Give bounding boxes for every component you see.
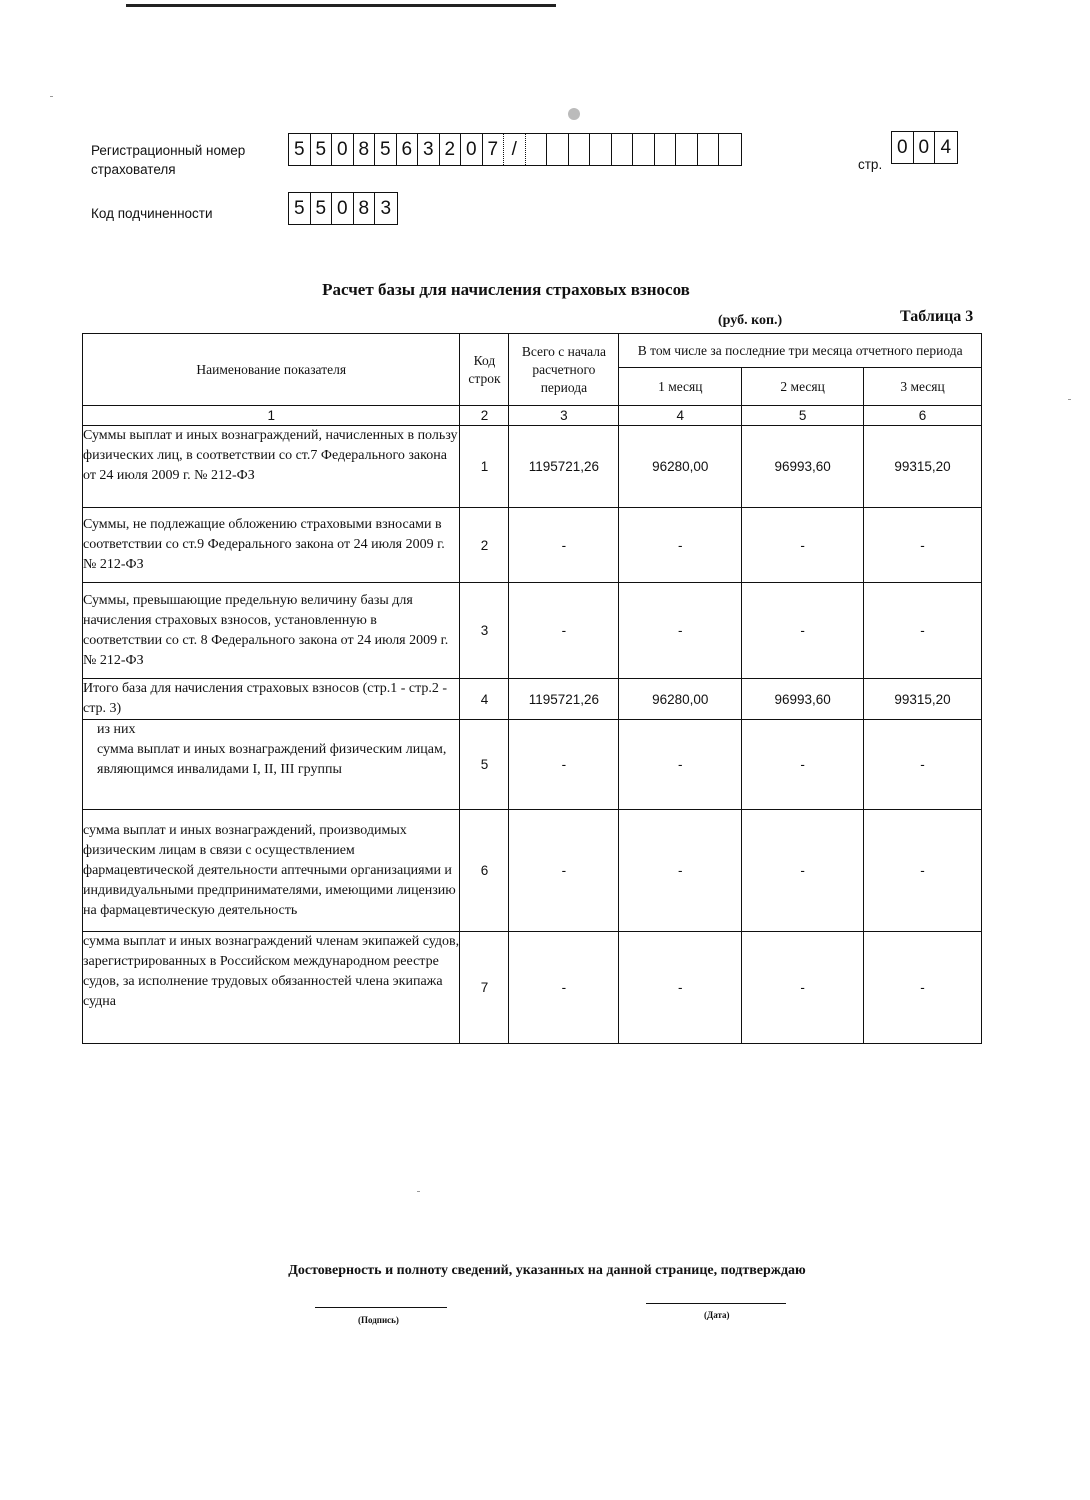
row-month-3: - (864, 810, 982, 932)
row-month-3: - (864, 583, 982, 679)
scan-speck (1068, 399, 1071, 400)
digit-cell (547, 134, 569, 165)
signature-line (315, 1307, 447, 1308)
table-row (83, 426, 982, 508)
digit-cell (719, 134, 741, 165)
digit-cell (569, 134, 591, 165)
row-code: 1 (460, 426, 509, 508)
digit-cell (526, 134, 548, 165)
col-number: 6 (864, 406, 982, 426)
row-month-3: - (864, 720, 982, 810)
date-label: (Дата) (704, 1310, 730, 1320)
subordination-code-cells (288, 192, 398, 225)
confirmation-text: Достоверность и полноту сведений, указанных на данной странице, подтверждаю (288, 1263, 806, 1278)
row-month-1: - (619, 583, 742, 679)
table-row (83, 932, 982, 1044)
row-month-3: - (864, 932, 982, 1044)
digit-cell: 0 (461, 134, 483, 165)
row-month-2: - (742, 810, 864, 932)
row-month-2: - (742, 508, 864, 583)
page-label: стр. (858, 157, 883, 172)
subordination-label: Код подчиненности (91, 206, 213, 221)
row-name: Суммы, не подлежащие обложению страховыми взносами в соответствии со ст.9 Федерального закона от 24 июля 2009 г. № 212-ФЗ (83, 508, 460, 583)
col-header-code: Код строк (460, 334, 509, 406)
digit-cell (590, 134, 612, 165)
reg-number-cells (288, 133, 742, 166)
table-row (83, 720, 982, 810)
row-name: из них сумма выплат и иных вознаграждений физическим лицам, являющимся инвалидами I, II, III группы (83, 720, 460, 810)
digit-cell (633, 134, 655, 165)
row-name: Итого база для начисления страховых взносов (стр.1 - стр.2 - стр. 3) (83, 679, 460, 720)
col-number: 3 (509, 406, 619, 426)
row-month-1: - (619, 508, 742, 583)
row-code: 6 (460, 810, 509, 932)
col-number: 1 (83, 406, 460, 426)
digit-cell (698, 134, 720, 165)
row-total: - (509, 720, 619, 810)
digit-cell: 5 (375, 134, 397, 165)
digit-cell: 2 (440, 134, 462, 165)
col-header-name: Наименование показателя (83, 334, 460, 406)
row-month-3: 99315,20 (864, 426, 982, 508)
digit-cell: 7 (483, 134, 505, 165)
row-month-1: 96280,00 (619, 426, 742, 508)
digit-cell (655, 134, 677, 165)
digit-cell: / (504, 134, 526, 165)
punch-hole-mark (568, 108, 580, 120)
row-month-2: - (742, 720, 864, 810)
calculation-table (82, 333, 982, 1044)
row-month-2: - (742, 583, 864, 679)
row-name: сумма выплат и иных вознаграждений членам экипажей судов, зарегистрированных в Российском международном реестре судов, за исполнение трудовых обязанностей члена экипажа судна (83, 932, 460, 1044)
table-row (83, 679, 982, 720)
table-row (83, 810, 982, 932)
row-total: 1195721,26 (509, 679, 619, 720)
row-name: сумма выплат и иных вознаграждений, производимых физическим лицам в связи с осуществлением фармацевтической деятельности аптечными организациями и индивидуальными предпринимателями, имеющими лицензию на фармацевтическую деятельность (83, 810, 460, 932)
row-total: - (509, 810, 619, 932)
row-total: - (509, 508, 619, 583)
digit-cell (612, 134, 634, 165)
digit-cell: 0 (892, 132, 914, 163)
digit-cell: 5 (311, 134, 333, 165)
col-header-month-3: 3 месяц (864, 368, 982, 406)
col-header-total: Всего с начала расчетного периода (509, 334, 619, 406)
col-header-last-three-months: В том числе за последние три месяца отчетного периода (619, 334, 982, 368)
row-month-2: 96993,60 (742, 426, 864, 508)
col-header-month-1: 1 месяц (619, 368, 742, 406)
row-code: 4 (460, 679, 509, 720)
digit-cell: 5 (311, 193, 333, 224)
col-number: 5 (742, 406, 864, 426)
digit-cell: 0 (332, 193, 354, 224)
row-month-1: - (619, 810, 742, 932)
digit-cell: 8 (354, 134, 376, 165)
table-row (83, 583, 982, 679)
row-total: 1195721,26 (509, 426, 619, 508)
col-number: 2 (460, 406, 509, 426)
digit-cell: 5 (289, 134, 311, 165)
digit-cell (676, 134, 698, 165)
row-code: 7 (460, 932, 509, 1044)
scan-speck (417, 1191, 420, 1192)
page-number-cells (891, 131, 958, 164)
row-month-1: - (619, 932, 742, 1044)
row-month-1: 96280,00 (619, 679, 742, 720)
digit-cell: 6 (397, 134, 419, 165)
table-row (83, 508, 982, 583)
date-line (646, 1303, 786, 1304)
row-total: - (509, 932, 619, 1044)
row-month-1: - (619, 720, 742, 810)
row-code: 3 (460, 583, 509, 679)
digit-cell: 3 (418, 134, 440, 165)
column-number-row (83, 406, 982, 426)
units-label: (руб. коп.) (718, 313, 783, 328)
col-number: 4 (619, 406, 742, 426)
row-month-3: - (864, 508, 982, 583)
row-name: Суммы, превышающие предельную величину базы для начисления страховых взносов, установленную в соответствии со ст. 8 Федерального закона от 24 июля 2009 г. № 212-ФЗ (83, 583, 460, 679)
row-month-3: 99315,20 (864, 679, 982, 720)
form-title: Расчет базы для начисления страховых взносов (322, 280, 690, 299)
row-month-2: 96993,60 (742, 679, 864, 720)
scan-speck (50, 96, 53, 97)
row-total: - (509, 583, 619, 679)
row-month-2: - (742, 932, 864, 1044)
col-header-month-2: 2 месяц (742, 368, 864, 406)
row-code: 5 (460, 720, 509, 810)
digit-cell: 3 (380, 198, 392, 219)
row-code: 2 (460, 508, 509, 583)
signature-label: (Подпись) (358, 1315, 399, 1325)
row-name: Суммы выплат и иных вознаграждений, начисленных в пользу физических лиц, в соответствии со ст.7 Федерального закона от 24 июля 2009 г. № 212-ФЗ (83, 426, 460, 508)
digit-cell: 5 (289, 193, 311, 224)
digit-cell: 8 (354, 193, 376, 224)
digit-cell: 4 (940, 137, 952, 158)
digit-cell: 0 (914, 132, 936, 163)
scan-top-line (126, 4, 556, 7)
table-number: Таблица 3 (900, 308, 974, 325)
reg-number-label: Регистрационный номер страхователя (91, 143, 246, 177)
digit-cell: 0 (332, 134, 354, 165)
